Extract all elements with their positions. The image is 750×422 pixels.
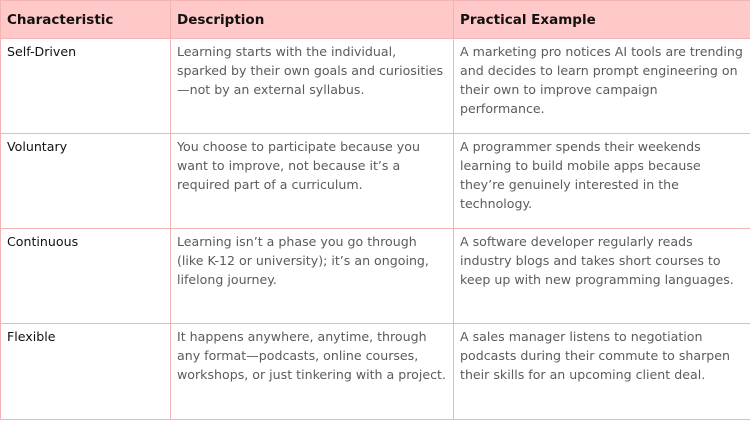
characteristic-cell: Voluntary	[1, 134, 171, 229]
header-practical-example: Practical Example	[454, 1, 750, 39]
description-cell: Learning starts with the individual, sparked by their own goals and curiosities—not by an external syllabus.	[171, 39, 454, 134]
example-cell: A software developer regularly reads industry blogs and takes short courses to keep up with new programming languages.	[454, 229, 750, 324]
example-cell: A marketing pro notices AI tools are trending and decides to learn prompt engineering on their own to improve campaign performance.	[454, 39, 750, 134]
example-cell: A programmer spends their weekends learning to build mobile apps because they’re genuinely interested in the technology.	[454, 134, 750, 229]
characteristic-cell: Flexible	[1, 324, 171, 420]
table-row	[1, 324, 750, 420]
table-row	[1, 39, 750, 134]
example-cell: A sales manager listens to negotiation podcasts during their commute to sharpen their skills for an upcoming client deal.	[454, 324, 750, 420]
description-cell: You choose to participate because you want to improve, not because it’s a required part of a curriculum.	[171, 134, 454, 229]
table-header-row	[1, 1, 750, 39]
description-cell: It happens anywhere, anytime, through any format—podcasts, online courses, workshops, or just tinkering with a project.	[171, 324, 454, 420]
table-row	[1, 229, 750, 324]
characteristic-cell: Continuous	[1, 229, 171, 324]
table-row	[1, 134, 750, 229]
header-description: Description	[171, 1, 454, 39]
characteristic-cell: Self-Driven	[1, 39, 171, 134]
description-cell: Learning isn’t a phase you go through (like K-12 or university); it’s an ongoing, lifelong journey.	[171, 229, 454, 324]
header-characteristic: Characteristic	[1, 1, 171, 39]
